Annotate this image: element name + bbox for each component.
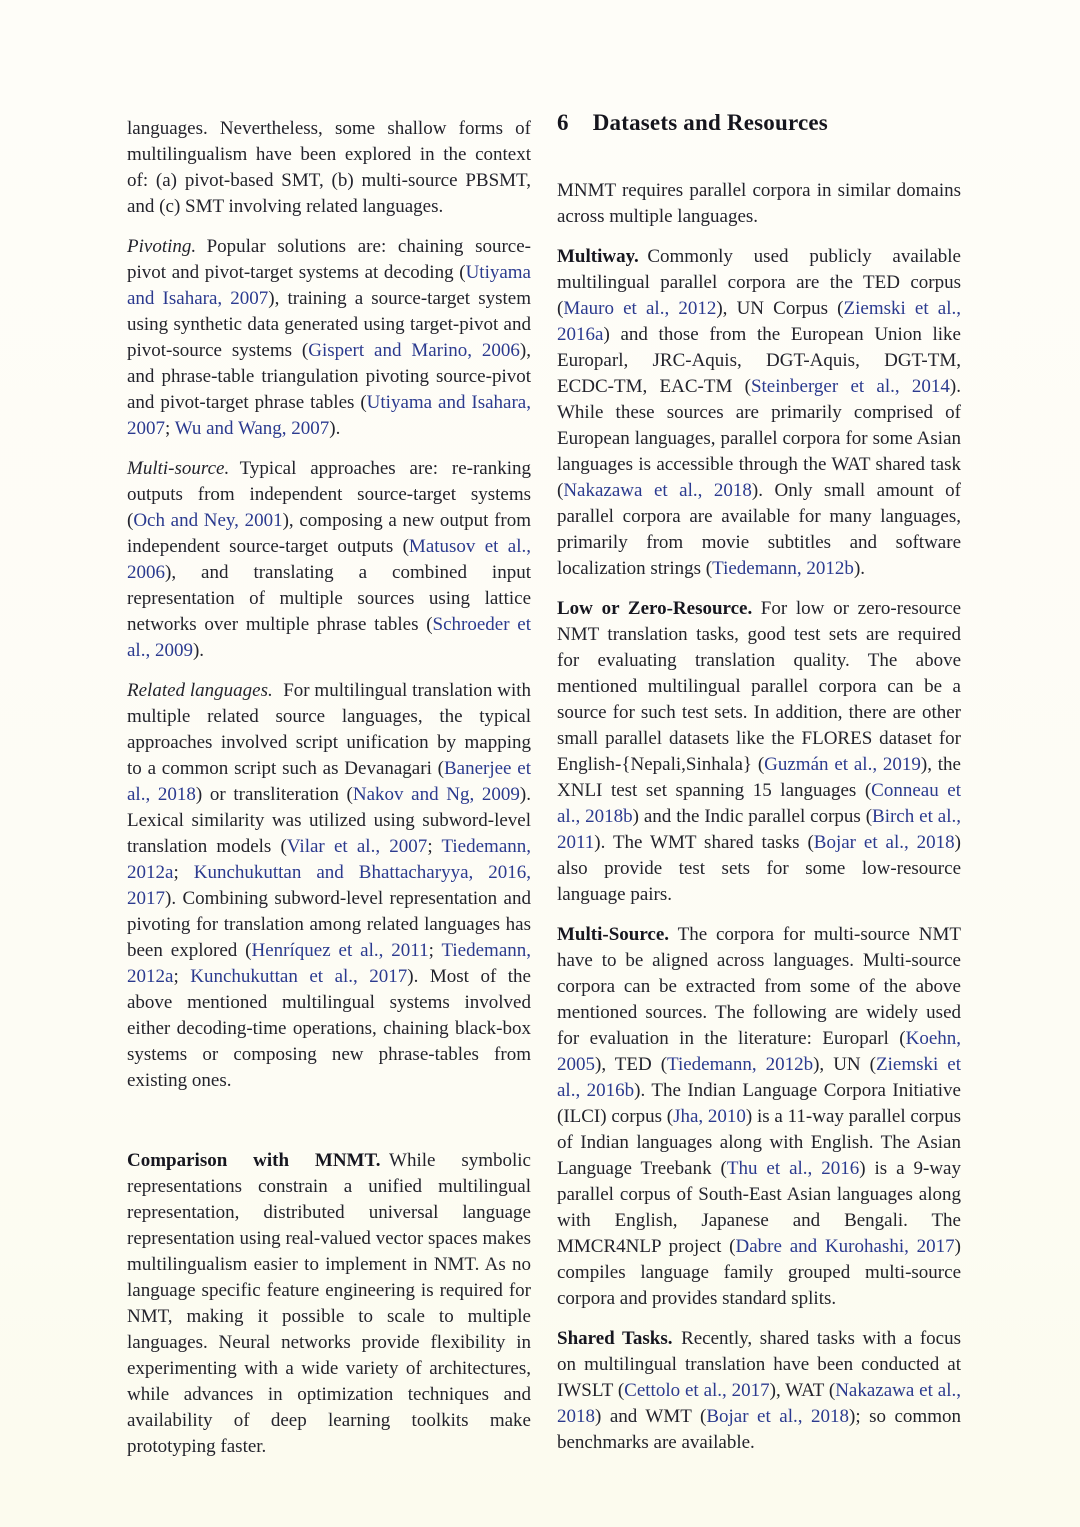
citation-link[interactable]: Och and Ney, 2001 bbox=[133, 510, 283, 531]
citation-link[interactable]: Nakazawa et al., 2018 bbox=[557, 1380, 961, 1427]
text-run: ), the XNLI test set spanning 15 languages ( bbox=[557, 754, 961, 801]
citation-link[interactable]: Nakazawa et al., 2018 bbox=[563, 480, 752, 501]
right-column bbox=[557, 108, 961, 1456]
text-run: ) is a 11-way parallel corpus of Indian languages along with English. The Asian Language Treebank ( bbox=[557, 1106, 962, 1179]
citation-link[interactable]: Nakov and Ng, 2009 bbox=[352, 784, 520, 805]
text-run: ; bbox=[173, 966, 191, 987]
text-run: ) compiles language family grouped multi-source corpora and provides standard splits. bbox=[557, 1236, 961, 1309]
text-run: ) and those from the European Union like Europarl, JRC-Aquis, DGT-Aquis, DGT-TM, ECDC-TM, EAC-TM ( bbox=[557, 324, 961, 397]
paragraph-lead-related-languages: Related languages. bbox=[127, 680, 273, 701]
paragraph-lead-shared-tasks: Shared Tasks. bbox=[557, 1328, 673, 1349]
text-run: ). Lexical similarity was utilized using subword-level translation models ( bbox=[127, 784, 531, 857]
citation-link[interactable]: Steinberger et al., 2014 bbox=[750, 376, 950, 397]
text-run: ), and translating a combined input representation of multiple sources using lattice networks over multiple phrase tables ( bbox=[127, 562, 531, 635]
section-number: 6 bbox=[557, 110, 569, 135]
text-run: ) is a 9-way parallel corpus of South-East Asian languages along with English, Japanese and Bengali. The MMCR4NLP project ( bbox=[557, 1158, 961, 1257]
citation-link[interactable]: Ziemski et al., 2016b bbox=[557, 1054, 961, 1101]
citation-link[interactable]: Dabre and Kurohashi, 2017 bbox=[735, 1236, 955, 1257]
citation-link[interactable]: Conneau et al., 2018b bbox=[557, 780, 961, 827]
paragraph-pivoting bbox=[127, 234, 531, 442]
citation-link[interactable]: Kunchukuttan and Bhattacharyya, 2016, 2017 bbox=[127, 862, 531, 909]
citation-link[interactable]: Cettolo et al., 2017 bbox=[624, 1380, 770, 1401]
text-run: ; bbox=[428, 940, 442, 961]
paragraph-smt-multilingual-context bbox=[127, 116, 531, 220]
paragraph-mnmt-requires-corpora bbox=[557, 178, 961, 230]
text-run: ). bbox=[853, 558, 866, 579]
citation-link[interactable]: Banerjee et al., 2018 bbox=[127, 758, 531, 805]
text-run: ) also provide test sets for some low-resource language pairs. bbox=[557, 832, 961, 905]
text-run: ), UN ( bbox=[813, 1054, 876, 1075]
paragraph-related-languages bbox=[127, 678, 531, 1094]
text-run: ), TED ( bbox=[595, 1054, 668, 1075]
citation-link[interactable]: Guzmán et al., 2019 bbox=[764, 754, 921, 775]
paragraph-lead-low-or-zero-resource: Low or Zero-Resource. bbox=[557, 598, 753, 619]
citation-link[interactable]: Bojar et al., 2018 bbox=[813, 832, 955, 853]
citation-link[interactable]: Koehn, 2005 bbox=[557, 1028, 961, 1075]
text-run: ), and phrase-table triangulation pivoting source-pivot and pivot-target phrase tables ( bbox=[127, 340, 531, 413]
citation-link[interactable]: Kunchukuttan et al., 2017 bbox=[190, 966, 408, 987]
text-run: ; bbox=[427, 836, 442, 857]
citation-link[interactable]: Gispert and Marino, 2006 bbox=[308, 340, 520, 361]
text-run: ). Combining subword-level representation and pivoting for translation among related languages has been explored ( bbox=[127, 888, 531, 961]
citation-link[interactable]: Bojar et al., 2018 bbox=[706, 1406, 849, 1427]
text-run: Popular solutions are: chaining source-pivot and pivot-target systems at decoding ( bbox=[127, 236, 531, 283]
citation-link[interactable]: Schroeder et al., 2009 bbox=[127, 614, 531, 661]
citation-link[interactable]: Tiedemann, 2012a bbox=[127, 940, 531, 987]
text-run: ), training a source-target system using synthetic data generated using target-pivot and pivot-source systems ( bbox=[127, 288, 531, 361]
citation-link[interactable]: Mauro et al., 2012 bbox=[563, 298, 717, 319]
paragraph-comparison-with-mnmt bbox=[127, 1148, 531, 1460]
text-run: ). Most of the above mentioned multilingual systems involved either decoding-time operations, chaining black-box systems or composing new phrase-tables from existing ones. bbox=[127, 966, 531, 1091]
paragraph-multi-source-smt bbox=[127, 456, 531, 664]
text-run: ), UN Corpus ( bbox=[716, 298, 844, 319]
citation-link[interactable]: Wu and Wang, 2007 bbox=[174, 418, 330, 439]
section-heading bbox=[557, 110, 961, 136]
text-run: ), WAT ( bbox=[769, 1380, 836, 1401]
text-run: ) and WMT ( bbox=[595, 1406, 707, 1427]
text-run: Commonly used publicly available multilingual parallel corpora are the TED corpus ( bbox=[557, 246, 961, 319]
text-run: ). Only small amount of parallel corpora are available for many languages, primarily from movie subtitles and software localization strings ( bbox=[557, 480, 961, 579]
text-run: For low or zero-resource NMT translation tasks, good test sets are required for evaluating translation quality. The above mentioned multilingual parallel corpora can be a source for such test sets. In addition, there are other small parallel datasets like the FLORES dataset for English-{Nepali,Sinhala} ( bbox=[557, 598, 962, 775]
text-run: ). bbox=[192, 640, 205, 661]
paragraph-lead-pivoting: Pivoting. bbox=[127, 236, 197, 257]
paragraph-shared-tasks bbox=[557, 1326, 961, 1456]
text-run: ; bbox=[165, 418, 175, 439]
citation-link[interactable]: Vilar et al., 2007 bbox=[286, 836, 428, 857]
paragraph-low-or-zero-resource bbox=[557, 596, 961, 908]
text-run: MNMT requires parallel corpora in similar domains across multiple languages. bbox=[557, 180, 961, 227]
citation-link[interactable]: Tiedemann, 2012a bbox=[127, 836, 532, 883]
text-run: ) or transliteration ( bbox=[195, 784, 353, 805]
text-run: While symbolic representations constrain a unified multilingual representation, distributed universal language representation using real-valued vector spaces makes multilingualism easier to implement in NMT. As no language specific feature engineering is required for NMT, making it possible to scale to multiple languages. Neural networks provide flexibility in experimenting with a wide variety of architectures, while advances in optimization techniques and availability of deep learning toolkits make prototyping faster. bbox=[127, 1150, 531, 1457]
text-run: ), composing a new output from independent source-target outputs ( bbox=[127, 510, 531, 557]
citation-link[interactable]: Utiyama and Isahara, 2007 bbox=[127, 392, 531, 439]
text-run: The corpora for multi-source NMT have to be aligned across languages. Multi-source corpora can be extracted from some of the above mentioned sources. The following are widely used for evaluation in the literature: Europarl ( bbox=[557, 924, 961, 1049]
text-run: ) and the Indic parallel corpus ( bbox=[632, 806, 873, 827]
text-run: Recently, shared tasks with a focus on multilingual translation have been conducted at IWSLT ( bbox=[557, 1328, 962, 1401]
citation-link[interactable]: Tiedemann, 2012b bbox=[667, 1054, 814, 1075]
citation-link[interactable]: Henríquez et al., 2011 bbox=[251, 940, 429, 961]
text-run: ). While these sources are primarily comprised of European languages, parallel corpora for some Asian languages is accessible through the WAT shared task ( bbox=[557, 376, 961, 501]
citation-link[interactable]: Thu et al., 2016 bbox=[726, 1158, 860, 1179]
paragraph-lead-multi-source-nmt: Multi-Source. bbox=[557, 924, 670, 945]
citation-link[interactable]: Birch et al., 2011 bbox=[557, 806, 961, 853]
citation-link[interactable]: Matusov et al., 2006 bbox=[127, 536, 531, 583]
paragraph-lead-multi-source-smt: Multi-source. bbox=[127, 458, 230, 479]
section-title: Datasets and Resources bbox=[592, 110, 828, 135]
paragraph-lead-comparison-with-mnmt: Comparison with MNMT. bbox=[127, 1150, 381, 1171]
text-run: ). bbox=[329, 418, 341, 439]
text-run: ). The WMT shared tasks ( bbox=[594, 832, 814, 853]
paragraph-multi-source-nmt bbox=[557, 922, 961, 1312]
text-run: ). The Indian Language Corpora Initiative (ILCI) corpus ( bbox=[557, 1080, 961, 1127]
paragraph-multiway bbox=[557, 244, 961, 582]
citation-link[interactable]: Jha, 2010 bbox=[673, 1106, 746, 1127]
text-run: For multilingual translation with multiple related source languages, the typical approaches involved script unification by mapping to a common script such as Devanagari ( bbox=[127, 680, 532, 779]
paragraph-lead-multiway: Multiway. bbox=[557, 246, 639, 267]
text-run: ; bbox=[173, 862, 194, 883]
citation-link[interactable]: Ziemski et al., 2016a bbox=[557, 298, 961, 345]
text-run: Typical approaches are: re-ranking outputs from independent source-target systems ( bbox=[127, 458, 531, 531]
citation-link[interactable]: Tiedemann, 2012b bbox=[712, 558, 854, 579]
citation-link[interactable]: Utiyama and Isahara, 2007 bbox=[127, 262, 531, 309]
left-column bbox=[127, 116, 531, 1460]
text-run: languages. Nevertheless, some shallow forms of multilingualism have been explored in the context of: (a) pivot-based SMT, (b) multi-source PBSMT, and (c) SMT involving related languages. bbox=[127, 118, 531, 217]
text-run: ); so common benchmarks are available. bbox=[557, 1406, 961, 1453]
